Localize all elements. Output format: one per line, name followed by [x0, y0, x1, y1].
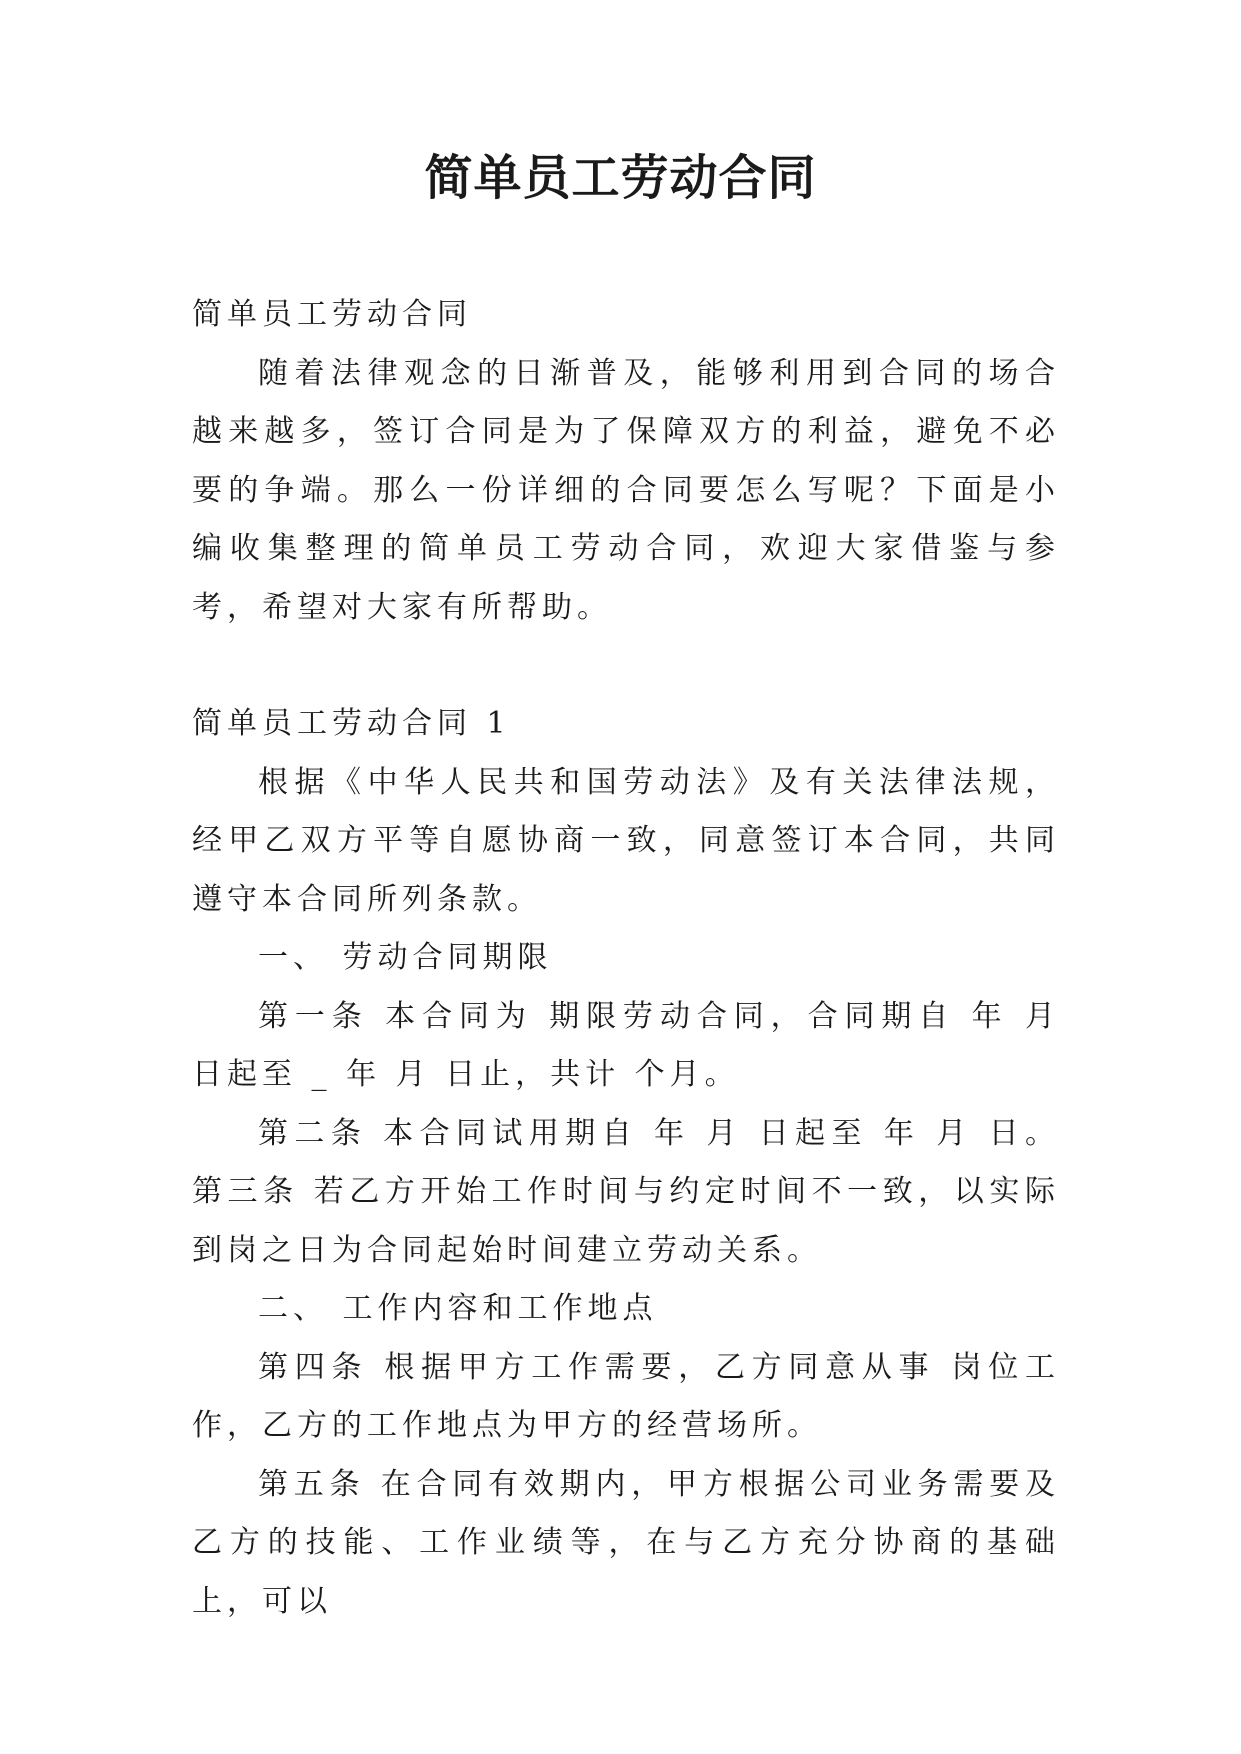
preamble-paragraph: 根据《中华人民共和国劳动法》及有关法律法规，经甲乙双方平等自愿协商一致，同意签订本合同，共同遵守本合同所列条款。	[192, 764, 1060, 917]
article-5: 第五条 在合同有效期内，甲方根据公司业务需要及乙方的技能、工作业绩等，在与乙方充分协商的基础上，可以	[192, 1466, 1060, 1619]
document-title: 简单员工劳动合同	[424, 150, 817, 206]
contract-heading-1: 简单员工劳动合同 1	[192, 706, 511, 741]
intro-paragraph: 随着法律观念的日渐普及，能够利用到合同的场合越来越多，签订合同是为了保障双方的利益，避免不必要的争端。那么一份详细的合同要怎么写呢？下面是小编收集整理的简单员工劳动合同，欢迎大家借鉴与参考，希望对大家有所帮助。	[192, 355, 1060, 625]
section-heading-work: 二、 工作内容和工作地点	[258, 1291, 658, 1326]
article-2-3: 第二条 本合同试用期自 年 月 日起至 年 月 日。 第三条 若乙方开始工作时间与约定时间不一致，以实际到岗之日为合同起始时间建立劳动关系。	[192, 1115, 1060, 1268]
article-1: 第一条 本合同为 期限劳动合同，合同期自 年 月 日起至 _ 年 月 日止，共计 个月。	[192, 998, 1060, 1092]
document-body	[192, 286, 1060, 1631]
article-4: 第四条 根据甲方工作需要，乙方同意从事 岗位工作，乙方的工作地点为甲方的经营场所。	[192, 1349, 1060, 1443]
section-heading-term: 一、 劳动合同期限	[258, 940, 553, 975]
intro-heading: 简单员工劳动合同	[192, 297, 472, 332]
